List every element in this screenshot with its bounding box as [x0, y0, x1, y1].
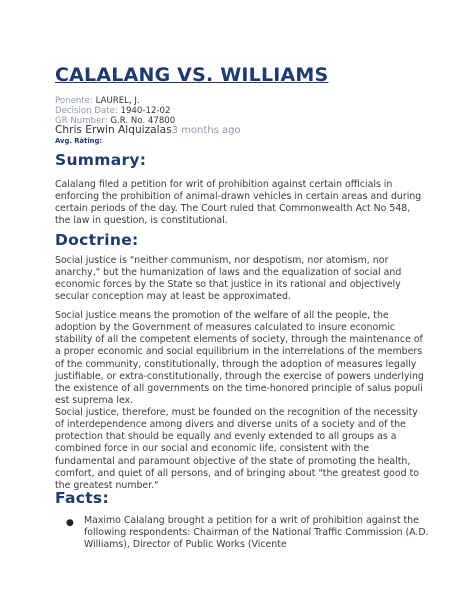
author-row: [55, 124, 241, 136]
decision-date-label: Decision Date:: [55, 106, 118, 116]
doctrine-paragraph: Social justice is "neither communism, nor despotism, nor atomism, nor anarchy," but the humanization of laws and the equalization of social and economic forces by the State so that justice in its rational and objectively secular conception may at least be approximated.: [55, 255, 402, 303]
summary-text: Calalang filed a petition for writ of prohibition against certain officials in enforcing the prohibition of animal-drawn vehicles in certain areas and during certain periods of the day. The Court ruled that Commonwealth Act No 548, the law in question, is constitutional.: [55, 179, 422, 227]
gr-number-value: G.R. No. 47800: [110, 116, 176, 126]
doctrine-paragraph: Social justice, therefore, must be founded on the recognition of the necessity of interdependence among divers and diverse units of a society and of the protection that should be equally and evenly extended to all groups as a combined force in our social and economic life, consistent with the fundamental and paramount objective of the state of promoting the health, comfort, and quiet of all persons, and of bringing about "the greatest good to the greatest number.": [55, 407, 419, 491]
ponente-value: LAUREL, J.: [95, 96, 140, 106]
doctrine-heading: Doctrine:: [55, 231, 139, 249]
author-name[interactable]: Chris Erwin Alquizalas: [55, 124, 172, 136]
facts-list-item: Maximo Calalang brought a petition for a writ of prohibition against the following respondents: Chairman of the National Traffic Commission (A.D. Williams), Director of Public Works (Vicente: [84, 515, 429, 551]
doctrine-paragraph: Social justice means the promotion of the welfare of all the people, the adoption by the Government of measures calculated to insure economic stability of all the competent elements of society, through the maintenance of a proper economic and social equilibrium in the interrelations of the members of the community, constitutionally, through the adoption of measures legally justifiable, or extra-constitutionally, through the exercise of powers underlying the existence of all governments on the time-honored principle of salus populi est suprema lex.: [55, 310, 424, 407]
avg-rating-label: Avg. Rating:: [55, 137, 103, 145]
ponente-label: Ponente:: [55, 96, 93, 106]
decision-date-row: [55, 106, 170, 116]
summary-heading: Summary:: [55, 151, 147, 169]
decision-date-value: 1940-12-02: [120, 106, 171, 116]
ponente-row: [55, 96, 140, 106]
posted-ago: 3 months ago: [171, 125, 241, 136]
facts-heading: Facts:: [55, 489, 109, 507]
gr-number-label: GR Number:: [55, 116, 108, 126]
case-title: CALALANG VS. WILLIAMS: [55, 64, 329, 86]
bullet-icon: ●: [66, 518, 74, 528]
